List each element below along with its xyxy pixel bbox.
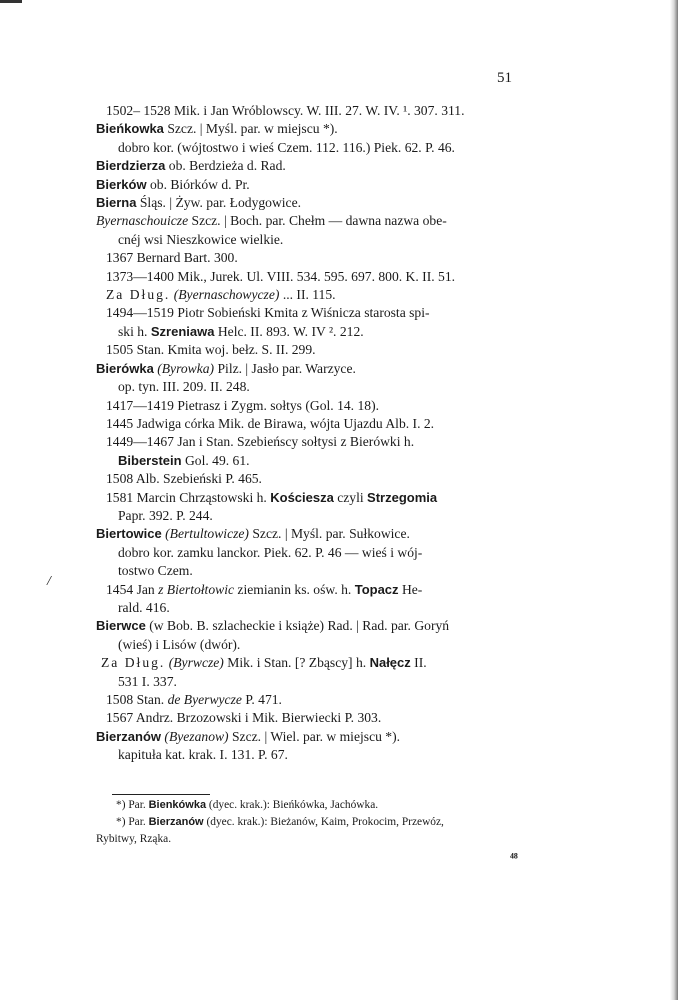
text-line: 1508 Stan. de Byerwycze P. 471. <box>106 692 282 707</box>
footnote: *) Par. Bierzanów (dyec. krak.): Bieżanów, Kaim, Prokocim, Przewóz, <box>116 816 444 828</box>
headword: Bierzanów <box>96 728 162 744</box>
text-line: op. tyn. III. 209. II. 248. <box>118 379 250 395</box>
headword: Biertowice <box>96 526 162 542</box>
margin-annotation: / <box>47 574 51 589</box>
entry-heading-line: Bierzanów (Byezanow) Szcz. | Wiel. par. w miejscu *). <box>96 728 401 744</box>
entry-heading-line: Bierna Śląs. | Żyw. par. Łodygowice. <box>96 195 302 211</box>
headword: Bierna <box>96 195 137 211</box>
entry-heading-line: Byernaschouicze Szcz. | Boch. par. Chełm — dawna nazwa obe- <box>96 213 447 229</box>
coat-of-arms: Topacz <box>354 581 399 597</box>
text-line: dobro kor. (wójtostwo i wieś Czem. 112. 116.) Piek. 62. P. 46. <box>118 139 455 155</box>
footnote-continuation: Rybitwy, Rząka. <box>96 833 172 845</box>
headword: Bierdzierza <box>96 158 166 174</box>
entry-heading-line: Biertowice (Bertultowicze) Szcz. | Myśl. par. Sułkowice. <box>96 526 410 542</box>
text-line: 531 I. 337. <box>118 673 177 689</box>
text-line: 1367 Bernard Bart. 300. <box>106 250 238 266</box>
text-line: kapituła kat. krak. I. 131. P. 67. <box>118 747 288 763</box>
text-line: 1567 Andrz. Brzozowski i Mik. Bierwiecki P. 303. <box>106 710 382 726</box>
entry-heading-line: Bieńkowka Szcz. | Myśl. par. w miejscu *). <box>96 121 338 137</box>
entry-heading-line: Bierdzierza ob. Berdzieża d. Rad. <box>96 158 286 174</box>
page-number: 51 <box>497 70 512 86</box>
text-line: Papr. 392. P. 244. <box>118 507 213 523</box>
text-line: Za Dług. (Byrwcze) Mik. i Stan. [? Zbąscy] h. Nałęcz II. <box>101 655 427 671</box>
text-line: 1502– 1528 Mik. i Jan Wróblowscy. W. III. 27. W. IV. ¹. 307. 311. <box>106 103 465 118</box>
text-line: 1508 Alb. Szebieński P. 465. <box>106 471 262 487</box>
scan-edge-mark <box>0 0 22 3</box>
headword: Bieńkowka <box>96 121 164 137</box>
text-line: 1417—1419 Pietrasz i Zygm. sołtys (Gol. 14. 18). <box>106 397 379 413</box>
headword-italic: Byernaschouicze <box>96 213 189 229</box>
printer-mark: ⁴⁸ <box>510 850 518 865</box>
dictionary-text <box>96 102 522 765</box>
coat-of-arms: Szreniawa <box>150 323 215 339</box>
text-line: dobro kor. zamku lanckor. Piek. 62. P. 46 — wieś i wój- <box>118 544 423 560</box>
text-line: cnéj wsi Nieszkowice wielkie. <box>118 231 284 247</box>
entry-heading-line: Bierówka (Byrowka) Pilz. | Jasło par. Warzyce. <box>96 360 356 376</box>
headword: Bierków <box>96 176 147 192</box>
coat-of-arms: Nałęcz <box>369 655 411 671</box>
coat-of-arms: Strzegomia <box>367 489 438 505</box>
text-line: 1505 Stan. Kmita woj. bełz. S. II. 299. <box>106 342 316 358</box>
footnotes <box>96 797 526 848</box>
text-line: 1494—1519 Piotr Sobieński Kmita z Wiśnicza starosta spi- <box>106 305 430 321</box>
coat-of-arms: Biberstein <box>118 452 182 468</box>
text-line: tostwo Czem. <box>118 563 193 579</box>
scan-page-edge <box>670 0 678 1000</box>
headword: Bierówka <box>96 360 154 376</box>
footnote: *) Par. Bienkówka (dyec. krak.): Bieńkówka, Jachówka. <box>116 799 379 811</box>
text-line: 1449—1467 Jan i Stan. Szebieńscy sołtysi z Bierówki h. <box>106 434 415 450</box>
coat-of-arms: Kościesza <box>270 489 334 505</box>
text-line: Za Dług. (Byernaschowycze) ... II. 115. <box>106 287 336 303</box>
text-line: 1445 Jadwiga córka Mik. de Birawa, wójta Ujazdu Alb. I. 2. <box>106 415 435 431</box>
headword: Bierwce <box>96 618 146 634</box>
entry-heading-line: Bierków ob. Biórków d. Pr. <box>96 176 250 192</box>
text-line: Biberstein Gol. 49. 61. <box>118 452 250 468</box>
text-line: 1454 Jan z Biertołtowic ziemianin ks. ośw. h. Topacz He- <box>106 581 423 597</box>
text-line: (wieś) i Lisów (dwór). <box>118 636 241 652</box>
text-line: 1581 Marcin Chrząstowski h. Kościesza czyli Strzegomia <box>106 489 438 505</box>
entry-heading-line: Bierwce (w Bob. B. szlacheckie i książe) Rad. | Rad. par. Goryń <box>96 618 450 634</box>
text-line: ski h. Szreniawa Helc. II. 893. W. IV ². 212. <box>118 323 364 339</box>
text-line: rald. 416. <box>118 599 170 615</box>
text-line: 1373—1400 Mik., Jurek. Ul. VIII. 534. 595. 697. 800. K. II. 51. <box>106 268 456 284</box>
footnote-divider <box>112 794 210 795</box>
